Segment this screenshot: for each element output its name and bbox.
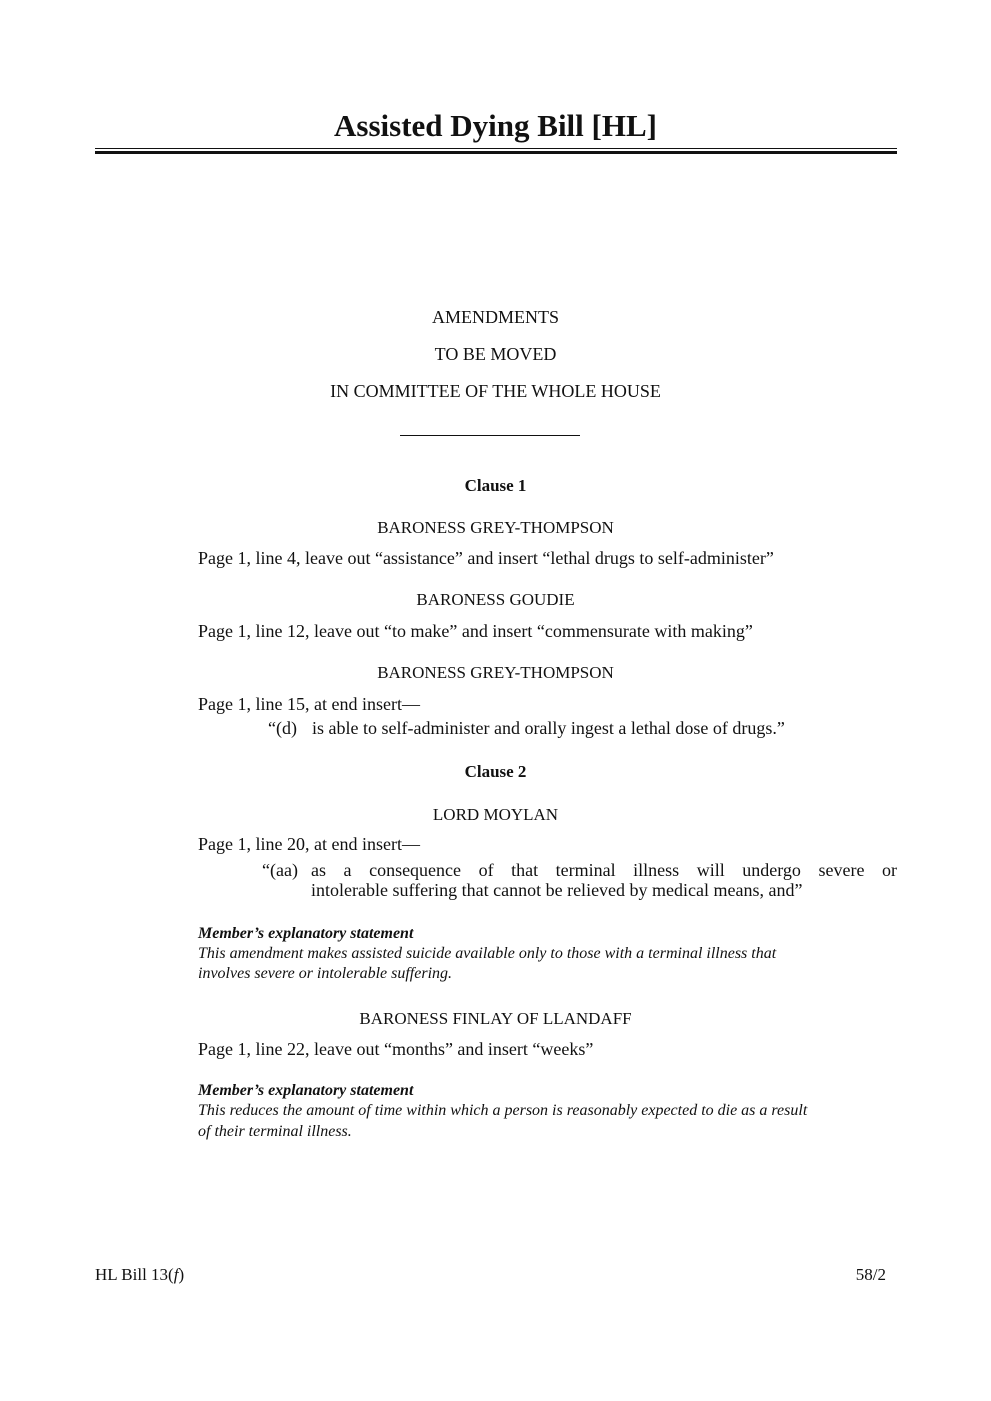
bill-reference: [95, 1264, 184, 1286]
statement-text: This amendment makes assisted suicide available only to those with a terminal illness that: [198, 945, 777, 962]
amendment-text: Page 1, line 22, leave out “months” and insert “weeks”: [198, 1039, 594, 1059]
member-name: BARONESS GOUDIE: [416, 590, 575, 609]
heading-line: AMENDMENTS: [431, 307, 559, 327]
heading-line: TO BE MOVED: [434, 344, 557, 364]
bill-reference-close: ): [178, 1265, 185, 1284]
member-name: LORD MOYLAN: [432, 805, 559, 824]
insert-number: “(aa): [262, 860, 298, 880]
insert-text: is able to self-administer and orally ingest a lethal dose of drugs.”: [312, 718, 785, 738]
title-rule-thick: [95, 151, 897, 154]
statement-heading: Member’s explanatory statement: [198, 1082, 414, 1099]
clause-heading: Clause 2: [464, 762, 527, 781]
bill-reference-suffix: f: [173, 1265, 179, 1284]
member-name: BARONESS GREY-THOMPSON: [377, 663, 614, 682]
amendment-text: Page 1, line 4, leave out “assistance” and insert “lethal drugs to self-administer”: [198, 548, 774, 568]
heading-line: IN COMMITTEE OF THE WHOLE HOUSE: [330, 381, 661, 401]
insert-text: as a consequence of that terminal illness will undergo severe or: [311, 860, 897, 880]
statement-text: of their terminal illness.: [198, 1123, 352, 1140]
member-name: BARONESS FINLAY OF LLANDAFF: [359, 1009, 632, 1028]
page-reference: 58/2: [855, 1265, 886, 1284]
clause-heading: Clause 1: [464, 476, 527, 495]
amendment-text: Page 1, line 12, leave out “to make” and insert “commensurate with making”: [198, 621, 753, 641]
insert-number: “(d): [268, 718, 297, 738]
document-title: Assisted Dying Bill [HL]: [334, 108, 657, 143]
member-name: BARONESS GREY-THOMPSON: [377, 518, 614, 537]
bill-reference-prefix: HL Bill 13(: [95, 1265, 174, 1284]
title-rule-thin: [95, 148, 897, 149]
insert-text: intolerable suffering that cannot be relieved by medical means, and”: [311, 880, 803, 900]
amendment-text: Page 1, line 15, at end insert—: [198, 694, 420, 714]
statement-heading: Member’s explanatory statement: [198, 925, 414, 942]
separator-rule: [400, 435, 580, 436]
statement-text: involves severe or intolerable suffering.: [198, 965, 453, 982]
amendment-text: Page 1, line 20, at end insert—: [198, 834, 420, 854]
statement-text: This reduces the amount of time within which a person is reasonably expected to die as a result: [198, 1102, 808, 1119]
